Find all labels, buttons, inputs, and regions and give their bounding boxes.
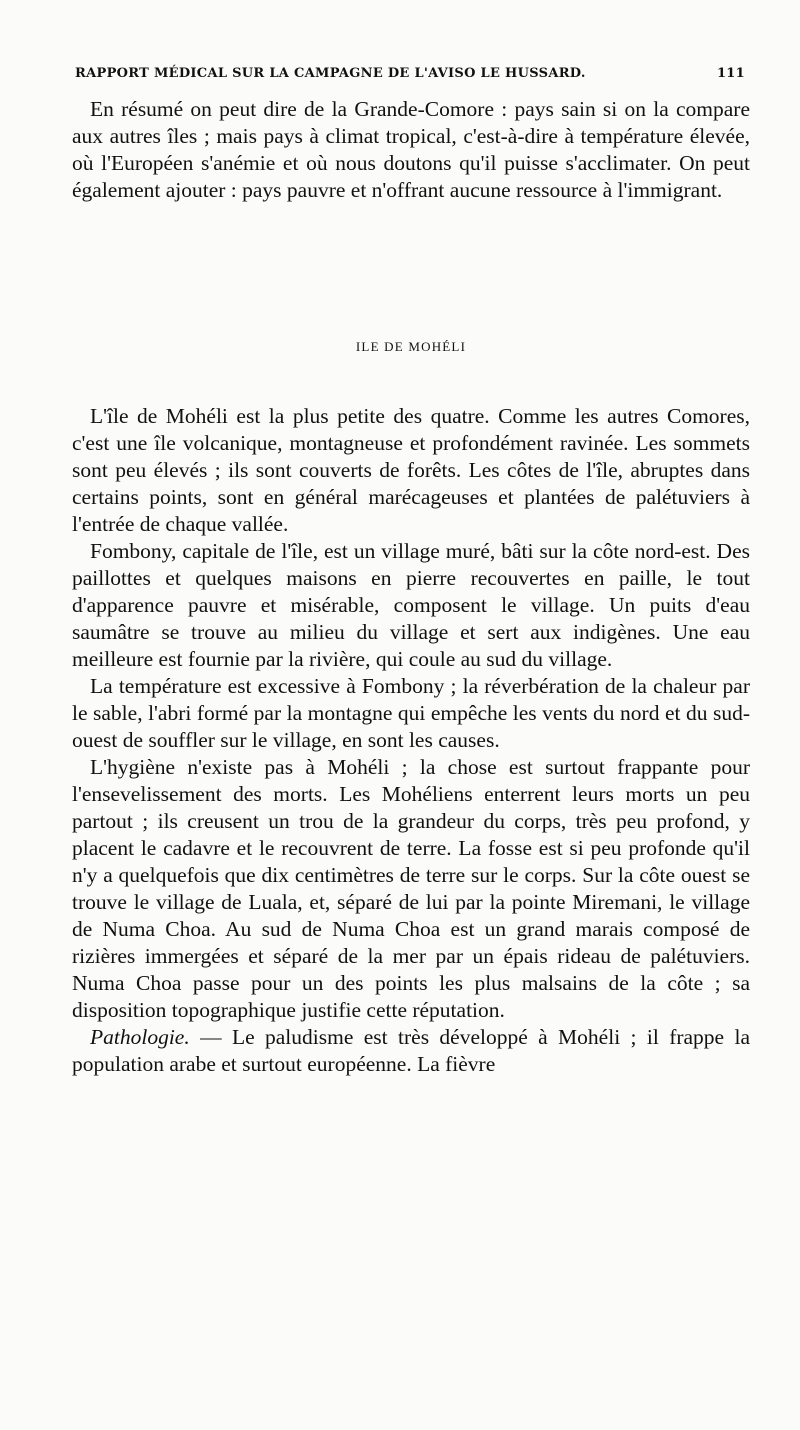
running-head [75, 66, 745, 81]
pathologie-lead: Pathologie. [90, 1025, 190, 1049]
intro-paragraph: En résumé on peut dire de la Grande-Comore : pays sain si on la compare aux autres îles ; mais pays à climat tropical, c'est-à-dire à température élevée, où l'Européen s'anémie et où nous doutons qu'il puisse s'acclimater. On peut également ajouter : pays pauvre et n'offrant aucune ressource à l'immigrant. [72, 97, 750, 202]
moheli-section [72, 403, 750, 1078]
paragraph-4: L'hygiène n'existe pas à Mohéli ; la chose est surtout frappante pour l'ensevelissement des morts. Les Mohéliens enterrent leurs morts un peu partout ; ils creusent un trou de la grandeur du corps, très peu profond, y placent le cadavre et le recouvrent de terre. La fosse est si peu profonde qu'il n'y a quelquefois que dix centimètres de terre sur le corps. Sur la côte ouest se trouve le village de Luala, et, séparé de lui par la pointe Miremani, le village de Numa Choa. Au sud de Numa Choa est un grand marais composé de rizières immergées et séparé de la mer par un épais rideau de palétuviers. Numa Choa passe pour un des points les plus malsains de la côte ; sa disposition topographique justifie cette réputation. [72, 755, 750, 1022]
paragraph-3: La température est excessive à Fombony ; la réverbération de la chaleur par le sable, l'abri formé par la montagne qui empêche les vents du nord et du sud-ouest de souffler sur le village, en sont les causes. [72, 674, 750, 752]
pathologie-text: — Le paludisme est très développé à Mohéli ; il frappe la population arabe et surtout européenne. La fièvre [72, 1025, 750, 1076]
paragraph-2: Fombony, capitale de l'île, est un village muré, bâti sur la côte nord-est. Des paillottes et quelques maisons en pierre recouvertes en paille, le tout d'apparence pauvre et misérable, composent le village. Un puits d'eau saumâtre se trouve au milieu du village et sert aux indigènes. Une eau meilleure est fournie par la rivière, qui coule au sud du village. [72, 539, 750, 671]
paragraph-pathologie [72, 1024, 750, 1078]
section-title: ILE DE MOHÉLI [355, 339, 467, 354]
intro-section [72, 96, 750, 204]
running-head-title: RAPPORT MÉDICAL SUR LA CAMPAGNE DE L'AVISO LE HUSSARD. [75, 66, 586, 81]
paragraph-1: L'île de Mohéli est la plus petite des quatre. Comme les autres Comores, c'est une île volcanique, montagneuse et profondément ravinée. Les sommets sont peu élevés ; ils sont couverts de forêts. Les côtes de l'île, abruptes dans certains points, sont en général marécageuses et plantées de palétuviers à l'entrée de chaque vallée. [72, 404, 750, 536]
page-number: 111 [716, 66, 745, 81]
